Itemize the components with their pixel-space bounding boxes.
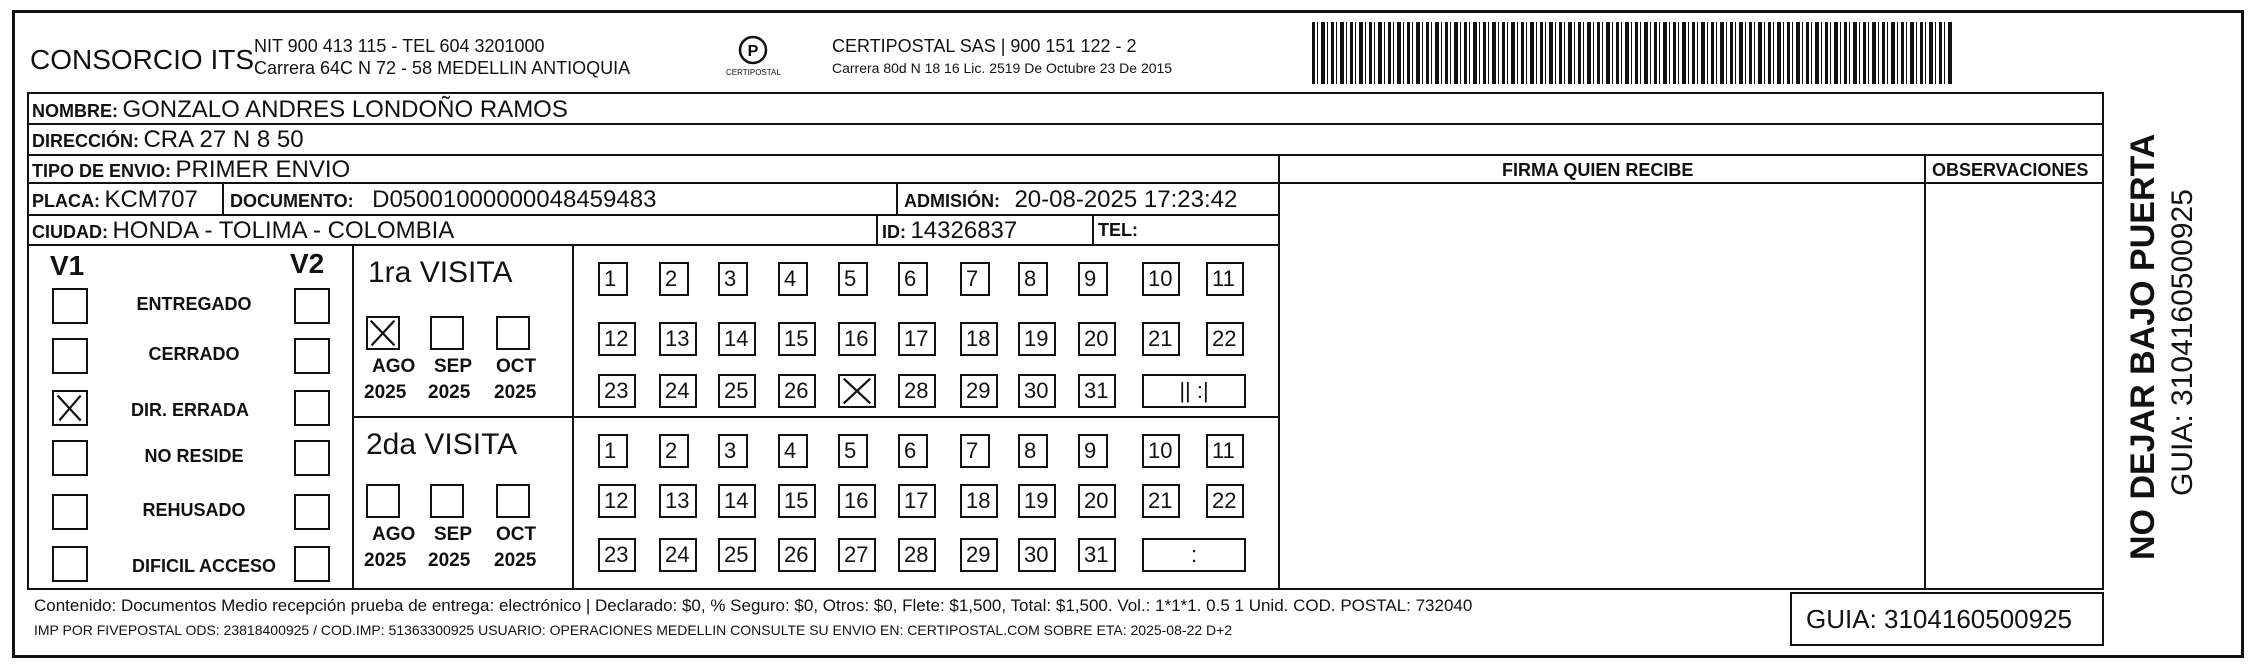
second-visit-day-7[interactable]: 7 (960, 434, 990, 468)
first-visit-day-12[interactable]: 12 (598, 322, 636, 356)
ciudad-value: HONDA - TOLIMA - COLOMBIA (112, 217, 455, 244)
second-visit-day-20[interactable]: 20 (1078, 484, 1116, 518)
direccion-value: CRA 27 N 8 50 (143, 126, 304, 153)
second-visit-day-23[interactable]: 23 (598, 538, 636, 572)
second-visit-day-15[interactable]: 15 (778, 484, 816, 518)
company-name: CONSORCIO ITS (30, 44, 255, 75)
svg-text:P: P (747, 43, 759, 60)
second-visit-day-5[interactable]: 5 (838, 434, 868, 468)
second-visit-day-21[interactable]: 21 (1142, 484, 1180, 518)
first-visit-title: 1ra VISITA (368, 256, 513, 289)
second-visit-oct-checkbox[interactable] (496, 484, 530, 518)
first-visit-day-23[interactable]: 23 (598, 374, 636, 408)
second-visit-day-19[interactable]: 19 (1018, 484, 1056, 518)
observaciones-header: OBSERVACIONES (1932, 160, 2089, 180)
v1-cerrado-checkbox[interactable] (52, 338, 88, 374)
ciudad-row (32, 217, 454, 245)
first-visit-day-18[interactable]: 18 (960, 322, 998, 356)
v2-label: V2 (290, 248, 325, 279)
placa-label: PLACA: (32, 191, 100, 211)
first-visit-day-24[interactable]: 24 (659, 374, 697, 408)
first-visit-day-1[interactable]: 1 (598, 262, 628, 296)
first-visit-day-26[interactable]: 26 (778, 374, 816, 408)
first-visit-day-25[interactable]: 25 (718, 374, 756, 408)
documento-row (230, 186, 656, 214)
ciudad-label: CIUDAD: (32, 222, 108, 242)
tel-label: TEL: (1098, 220, 1138, 240)
first-month-oct: OCT (496, 356, 537, 377)
status-dificil-acceso: DIFICIL ACCESO (131, 556, 276, 576)
documento-label: DOCUMENTO: (230, 191, 354, 211)
first-visit-day-20[interactable]: 20 (1078, 322, 1116, 356)
second-visit-day-8[interactable]: 8 (1018, 434, 1048, 468)
footer-content-line: Contenido: Documentos Medio recepción prueba de entrega: electrónico | Declarado: $0, % Seguro: $0, Otros: $0, Flete: $1,500, Total: $1,500. Vol.: 1*1*1. 0.5 1 Unid. COD. POSTAL: 732040 (34, 596, 1473, 615)
first-visit-day-4[interactable]: 4 (778, 262, 808, 296)
nombre-row (32, 96, 568, 124)
second-visit-day-3[interactable]: 3 (718, 434, 748, 468)
second-month-ago: AGO (372, 524, 416, 545)
first-visit-day-6[interactable]: 6 (898, 262, 928, 296)
v1-rehusado-checkbox[interactable] (52, 494, 88, 530)
company-address: Carrera 64C N 72 - 58 MEDELLIN ANTIOQUIA (254, 58, 631, 78)
first-visit-day-29[interactable]: 29 (960, 374, 998, 408)
first-month-ago: AGO (372, 356, 416, 377)
first-visit-day-3[interactable]: 3 (718, 262, 748, 296)
nombre-value: GONZALO ANDRES LONDOÑO RAMOS (122, 96, 568, 123)
status-no-reside: NO RESIDE (144, 446, 244, 466)
v2-rehusado-checkbox[interactable] (294, 494, 330, 530)
first-visit-day-31[interactable]: 31 (1078, 374, 1116, 408)
direccion-label: DIRECCIÓN: (32, 131, 139, 151)
placa-row (32, 186, 198, 214)
first-visit-day-22[interactable]: 22 (1206, 322, 1244, 356)
v2-entregado-checkbox[interactable] (294, 288, 330, 324)
first-year-ago: 2025 (364, 382, 407, 403)
first-visit-day-17[interactable]: 17 (898, 322, 936, 356)
second-year-sep: 2025 (428, 550, 471, 571)
second-visit-day-2[interactable]: 2 (659, 434, 689, 468)
first-visit-day-21[interactable]: 21 (1142, 322, 1180, 356)
admision-row (904, 186, 1237, 214)
first-visit-day-10[interactable]: 10 (1142, 262, 1180, 296)
v1-no-reside-checkbox[interactable] (52, 440, 88, 476)
side-guia: GUIA: 3104160500925 (2166, 189, 2199, 496)
nit-line: NIT 900 413 115 - TEL 604 3201000 (254, 36, 545, 56)
footer-guia: GUIA: 3104160500925 (1806, 604, 2072, 634)
status-entregado: ENTREGADO (136, 294, 252, 314)
v2-cerrado-checkbox[interactable] (294, 338, 330, 374)
second-month-oct: OCT (496, 524, 537, 545)
first-visit-day-16[interactable]: 16 (838, 322, 876, 356)
first-visit-day-27[interactable] (838, 374, 876, 408)
status-cerrado: CERRADO (148, 344, 240, 364)
second-visit-ago-checkbox[interactable] (366, 484, 400, 518)
second-year-ago: 2025 (364, 550, 407, 571)
second-visit-day-6[interactable]: 6 (898, 434, 928, 468)
v2-no-reside-checkbox[interactable] (294, 440, 330, 476)
second-visit-day-16[interactable]: 16 (838, 484, 876, 518)
second-visit-day-13[interactable]: 13 (659, 484, 697, 518)
second-visit-day-4[interactable]: 4 (778, 434, 808, 468)
second-visit-day-22[interactable]: 22 (1206, 484, 1244, 518)
first-visit-sep-checkbox[interactable] (430, 316, 464, 350)
first-visit-day-13[interactable]: 13 (659, 322, 697, 356)
second-year-oct: 2025 (494, 550, 537, 571)
second-visit-day-11[interactable]: 11 (1206, 434, 1244, 468)
first-visit-day-2[interactable]: 2 (659, 262, 689, 296)
certipostal-address: Carrera 80d N 18 16 Lic. 2519 De Octubre 23 De 2015 (832, 60, 1173, 76)
first-visit-day-9[interactable]: 9 (1078, 262, 1108, 296)
second-visit-day-27[interactable]: 27 (838, 538, 876, 572)
first-visit-ago-checkbox[interactable] (366, 316, 400, 350)
second-visit-day-9[interactable]: 9 (1078, 434, 1108, 468)
second-visit-day-10[interactable]: 10 (1142, 434, 1180, 468)
second-visit-day-26[interactable]: 26 (778, 538, 816, 572)
checked-x-icon (840, 376, 874, 406)
second-visit-time-box[interactable]: : (1142, 538, 1246, 572)
first-visit-day-5[interactable]: 5 (838, 262, 868, 296)
second-visit-day-12[interactable]: 12 (598, 484, 636, 518)
second-visit-day-18[interactable]: 18 (960, 484, 998, 518)
status-dir-errada: DIR. ERRADA (130, 400, 249, 420)
v1-label: V1 (50, 250, 85, 281)
first-visit-day-30[interactable]: 30 (1018, 374, 1056, 408)
first-visit-day-15[interactable]: 15 (778, 322, 816, 356)
tipo-row (32, 156, 350, 184)
first-visit-day-19[interactable]: 19 (1018, 322, 1056, 356)
status-rehusado: REHUSADO (142, 500, 246, 520)
second-visit-day-28[interactable]: 28 (898, 538, 936, 572)
second-visit-day-25[interactable]: 25 (718, 538, 756, 572)
second-visit-day-24[interactable]: 24 (659, 538, 697, 572)
tipo-label: TIPO DE ENVIO: (32, 161, 172, 181)
first-year-oct: 2025 (494, 382, 537, 403)
second-visit-day-1[interactable]: 1 (598, 434, 628, 468)
logo-text: CERTIPOSTAL (726, 68, 781, 77)
placa-value: KCM707 (104, 186, 198, 213)
first-month-sep: SEP (434, 356, 473, 377)
tel-row (1098, 220, 1138, 241)
footer-imp-line: IMP POR FIVEPOSTAL ODS: 23818400925 / COD.IMP: 51363300925 USUARIO: OPERACIONES MEDELLIN CONSULTE SU ENVIO EN: CERTIPOSTAL.COM SOBRE ETA: 2025-08-22 D+2 (34, 622, 1233, 638)
v2-dificil-acceso-checkbox[interactable] (294, 546, 330, 582)
second-visit-day-31[interactable]: 31 (1078, 538, 1116, 572)
no-dejar-bajo-puerta: NO DEJAR BAJO PUERTA (2124, 133, 2162, 560)
barcode (1312, 22, 1952, 84)
nombre-label: NOMBRE: (32, 101, 118, 121)
certipostal-line: CERTIPOSTAL SAS | 900 151 122 - 2 (832, 36, 1137, 56)
v1-dir-errada-checkbox[interactable] (52, 390, 88, 426)
certipostal-logo (726, 32, 781, 84)
first-visit-oct-checkbox[interactable] (496, 316, 530, 350)
second-visit-day-29[interactable]: 29 (960, 538, 998, 572)
second-visit-day-14[interactable]: 14 (718, 484, 756, 518)
admision-value: 20-08-2025 17:23:42 (1014, 186, 1238, 213)
v2-dir-errada-checkbox[interactable] (294, 390, 330, 426)
second-visit-day-30[interactable]: 30 (1018, 538, 1056, 572)
first-visit-day-7[interactable]: 7 (960, 262, 990, 296)
second-visit-day-17[interactable]: 17 (898, 484, 936, 518)
first-visit-time-box[interactable]: || :| (1142, 374, 1246, 408)
first-visit-day-14[interactable]: 14 (718, 322, 756, 356)
id-value: 14326837 (910, 217, 1018, 244)
first-visit-day-11[interactable]: 11 (1206, 262, 1244, 296)
second-visit-sep-checkbox[interactable] (430, 484, 464, 518)
first-year-sep: 2025 (428, 382, 471, 403)
second-visit-title: 2da VISITA (366, 428, 518, 461)
tipo-value: PRIMER ENVIO (175, 156, 351, 183)
documento-value: D05001000000048459483 (372, 186, 657, 213)
first-visit-day-28[interactable]: 28 (898, 374, 936, 408)
second-month-sep: SEP (434, 524, 473, 545)
first-visit-day-8[interactable]: 8 (1018, 262, 1048, 296)
v1-dificil-acceso-checkbox[interactable] (52, 546, 88, 582)
direccion-row (32, 126, 304, 154)
firma-header: FIRMA QUIEN RECIBE (1502, 160, 1694, 180)
id-row (882, 217, 1017, 245)
v1-entregado-checkbox[interactable] (52, 288, 88, 324)
id-label: ID: (882, 222, 906, 242)
admision-label: ADMISIÓN: (904, 191, 1000, 211)
